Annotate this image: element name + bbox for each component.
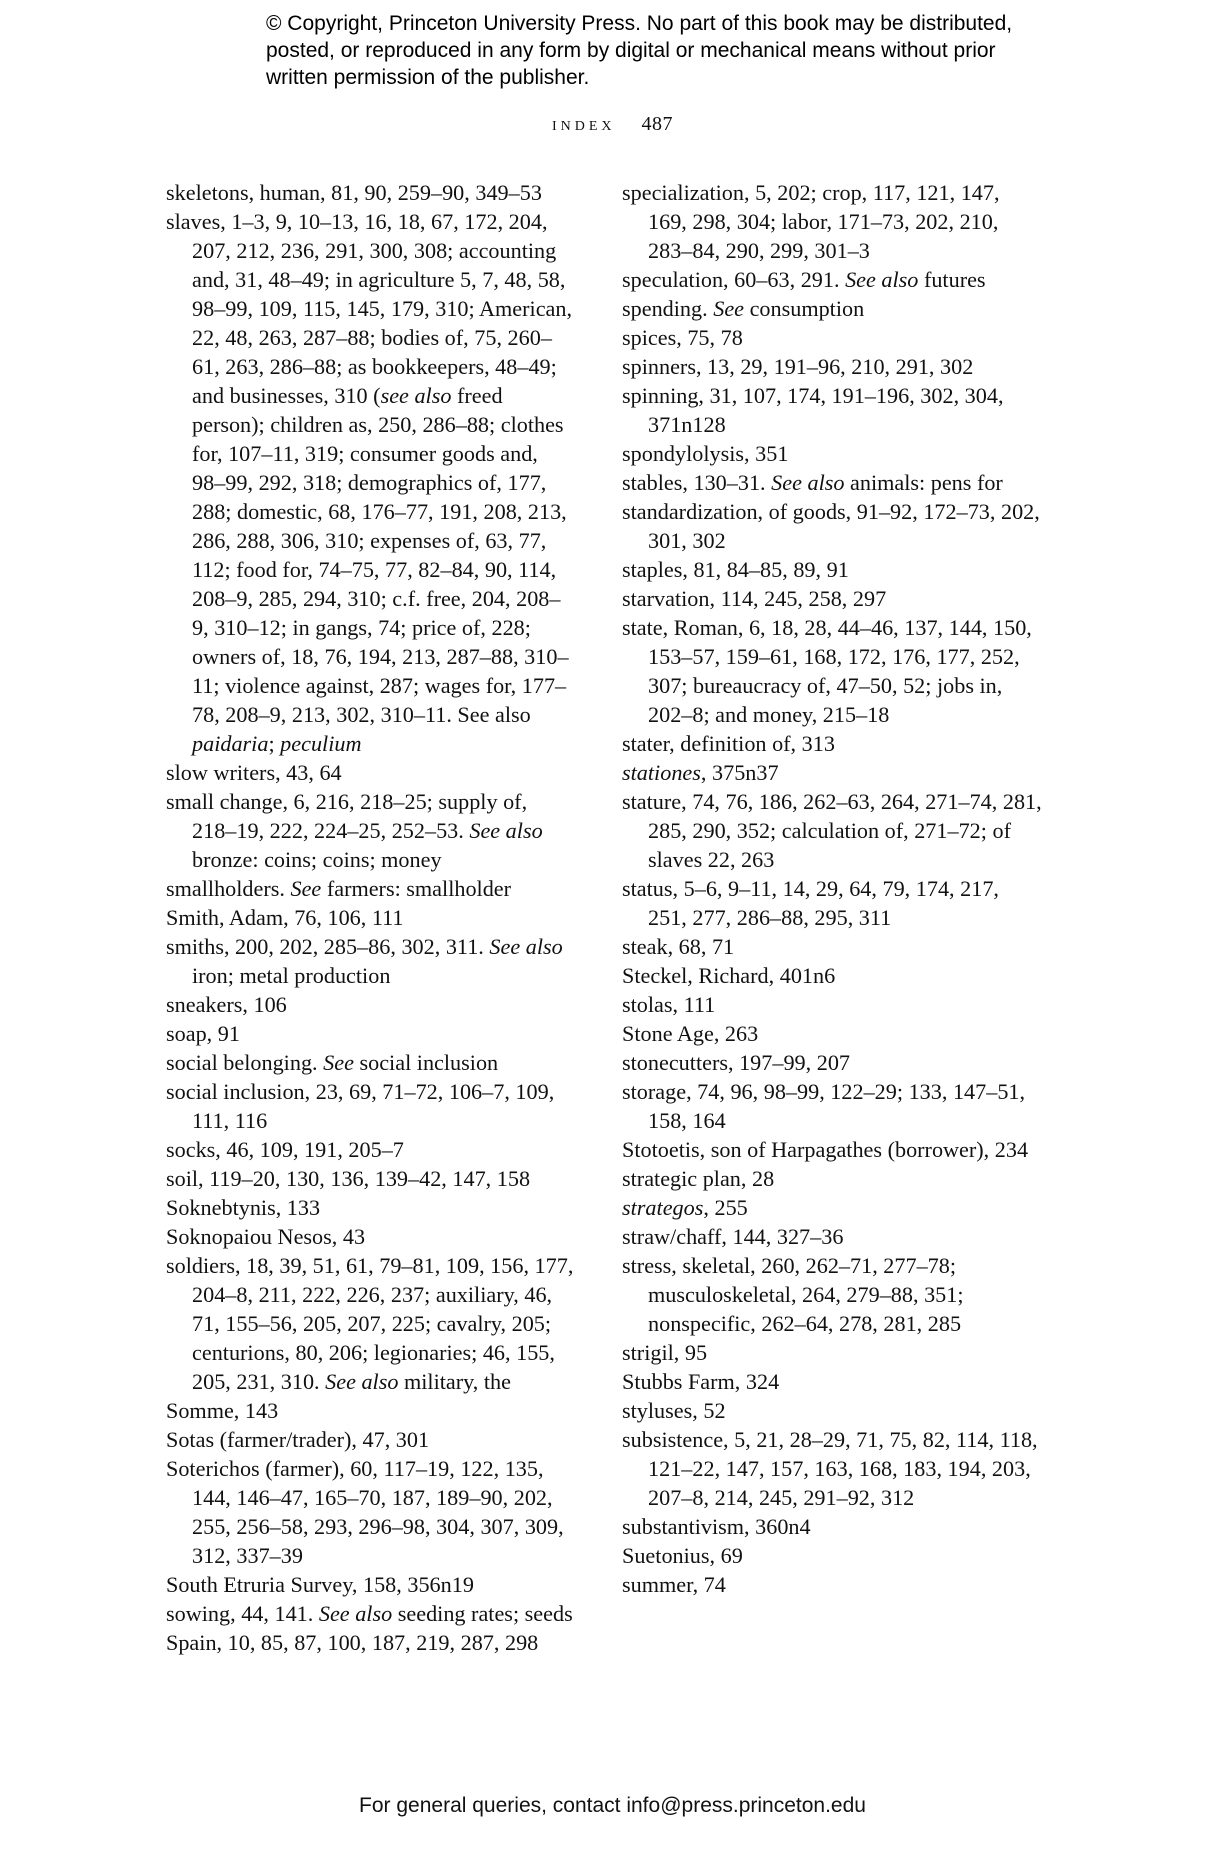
index-entry: strategos, 255 <box>622 1195 748 1220</box>
index-entry: stolas, 111 <box>622 992 716 1017</box>
index-entry: stress, skeletal, 260, 262–71, 277–78; musculoskeletal, 264, 279–88, 351; nonspecific, 262–64, 278, 281, 285 <box>622 1253 964 1336</box>
index-entry: steak, 68, 71 <box>622 934 735 959</box>
index-entry: substantivism, 360n4 <box>622 1514 811 1539</box>
index-entry: slaves, 1–3, 9, 10–13, 16, 18, 67, 172, 204, 207, 212, 236, 291, 300, 308; accounting and, 31, 48–49; in agriculture 5, 7, 48, 58, 98–99, 109, 115, 145, 179, 310; American, 22, 48, 263, 287–88; bodies of, 75, 260–61, 263, 286–88; as bookkeepers, 48–49; and businesses, 310 (see also freed person); children as, 250, 286–88; clothes for, 107–11, 319; consumer goods and, 98–99, 292, 318; demographics of, 177, 288; domestic, 68, 176–77, 191, 208, 213, 286, 288, 306, 310; expenses of, 63, 77, 112; food for, 74–75, 77, 82–84, 90, 114, 208–9, 285, 294, 310; c.f. free, 204, 208–9, 310–12; in gangs, 74; price of, 228; owners of, 18, 76, 194, 213, 287–88, 310–11; violence against, 287; wages for, 177–78, 208–9, 213, 302, 310–11. See also paidaria; peculium <box>166 209 573 756</box>
index-entry: Stubbs Farm, 324 <box>622 1369 780 1394</box>
index-entry: stater, definition of, 313 <box>622 731 835 756</box>
index-entry: skeletons, human, 81, 90, 259–90, 349–53 <box>166 180 542 205</box>
copyright-notice: © Copyright, Princeton University Press. No part of this book may be distributed, posted, or reproduced in any form by digital or mechanical means without prior written permission of the publisher. <box>266 12 1013 89</box>
index-entry: storage, 74, 96, 98–99, 122–29; 133, 147–51, 158, 164 <box>622 1079 1026 1133</box>
index-entry: spinners, 13, 29, 191–96, 210, 291, 302 <box>622 354 974 379</box>
index-entry: Stotoetis, son of Harpagathes (borrower), 234 <box>622 1137 1029 1162</box>
index-entry: Somme, 143 <box>166 1398 279 1423</box>
index-entry: social inclusion, 23, 69, 71–72, 106–7, 109, 111, 116 <box>166 1079 555 1133</box>
index-entry: stables, 130–31. See also animals: pens for <box>622 470 1003 495</box>
index-entry: Sotas (farmer/trader), 47, 301 <box>166 1427 430 1452</box>
index-entry: South Etruria Survey, 158, 356n19 <box>166 1572 474 1597</box>
index-entry: Spain, 10, 85, 87, 100, 187, 219, 287, 298 <box>166 1630 539 1655</box>
index-entry: state, Roman, 6, 18, 28, 44–46, 137, 144, 150, 153–57, 159–61, 168, 172, 176, 177, 252, 307; bureaucracy of, 47–50, 52; jobs in, 202–8; and money, 215–18 <box>622 615 1032 727</box>
index-entry: starvation, 114, 245, 258, 297 <box>622 586 887 611</box>
index-entry: slow writers, 43, 64 <box>166 760 342 785</box>
index-entry: soldiers, 18, 39, 51, 61, 79–81, 109, 156, 177, 204–8, 211, 222, 226, 237; auxiliary, 46, 71, 155–56, 205, 207, 225; cavalry, 205; centurions, 80, 206; legionaries; 46, 155, 205, 231, 310. See also military, the <box>166 1253 574 1394</box>
index-entry: socks, 46, 109, 191, 205–7 <box>166 1137 404 1162</box>
index-entry: Suetonius, 69 <box>622 1543 743 1568</box>
index-entry: smiths, 200, 202, 285–86, 302, 311. See also iron; metal production <box>166 934 563 988</box>
index-entry: straw/chaff, 144, 327–36 <box>622 1224 844 1249</box>
index-entry: spending. See consumption <box>622 296 865 321</box>
index-entry: sneakers, 106 <box>166 992 287 1017</box>
index-entry: specialization, 5, 202; crop, 117, 121, 147, 169, 298, 304; labor, 171–73, 202, 210, 283–84, 290, 299, 301–3 <box>622 180 1000 263</box>
index-entry: summer, 74 <box>622 1572 726 1597</box>
index-entry: speculation, 60–63, 291. See also futures <box>622 267 986 292</box>
running-head <box>0 113 1225 136</box>
index-entry: stature, 74, 76, 186, 262–63, 264, 271–74, 281, 285, 290, 352; calculation of, 271–72; of slaves 22, 263 <box>622 789 1042 872</box>
index-entry: soil, 119–20, 130, 136, 139–42, 147, 158 <box>166 1166 531 1191</box>
index-entry: status, 5–6, 9–11, 14, 29, 64, 79, 174, 217, 251, 277, 286–88, 295, 311 <box>622 876 999 930</box>
index-entry: Soknopaiou Nesos, 43 <box>166 1224 366 1249</box>
index-entry: social belonging. See social inclusion <box>166 1050 499 1075</box>
index-entry: Soterichos (farmer), 60, 117–19, 122, 135, 144, 146–47, 165–70, 187, 189–90, 202, 255, 256–58, 293, 296–98, 304, 307, 309, 312, 337–39 <box>166 1456 564 1568</box>
index-entry: standardization, of goods, 91–92, 172–73, 202, 301, 302 <box>622 499 1040 553</box>
index-entry: soap, 91 <box>166 1021 240 1046</box>
index-entry: Smith, Adam, 76, 106, 111 <box>166 905 404 930</box>
index-entry: styluses, 52 <box>622 1398 726 1423</box>
index-entry: spices, 75, 78 <box>622 325 743 350</box>
index-entry: Soknebtynis, 133 <box>166 1195 321 1220</box>
index-entry: Stone Age, 263 <box>622 1021 759 1046</box>
page-number: 487 <box>641 113 674 135</box>
index-column-left <box>166 178 576 1657</box>
index-entry: strategic plan, 28 <box>622 1166 775 1191</box>
index-entry: staples, 81, 84–85, 89, 91 <box>622 557 849 582</box>
index-entry: stonecutters, 197–99, 207 <box>622 1050 851 1075</box>
running-head-label: index <box>551 113 616 135</box>
index-entry: small change, 6, 216, 218–25; supply of, 218–19, 222, 224–25, 252–53. See also bronze: coins; coins; money <box>166 789 543 872</box>
index-entry: spondylolysis, 351 <box>622 441 789 466</box>
footer-contact: For general queries, contact info@press.princeton.edu <box>359 1794 866 1817</box>
index-column-right <box>622 178 1042 1599</box>
index-entry: smallholders. See farmers: smallholder <box>166 876 512 901</box>
index-entry: Steckel, Richard, 401n6 <box>622 963 836 988</box>
index-entry: subsistence, 5, 21, 28–29, 71, 75, 82, 114, 118, 121–22, 147, 157, 163, 168, 183, 194, 203, 207–8, 214, 245, 291–92, 312 <box>622 1427 1038 1510</box>
index-entry: stationes, 375n37 <box>622 760 779 785</box>
index-entry: spinning, 31, 107, 174, 191–196, 302, 304, 371n128 <box>622 383 1004 437</box>
index-entry: strigil, 95 <box>622 1340 708 1365</box>
index-entry: sowing, 44, 141. See also seeding rates; seeds <box>166 1601 573 1626</box>
